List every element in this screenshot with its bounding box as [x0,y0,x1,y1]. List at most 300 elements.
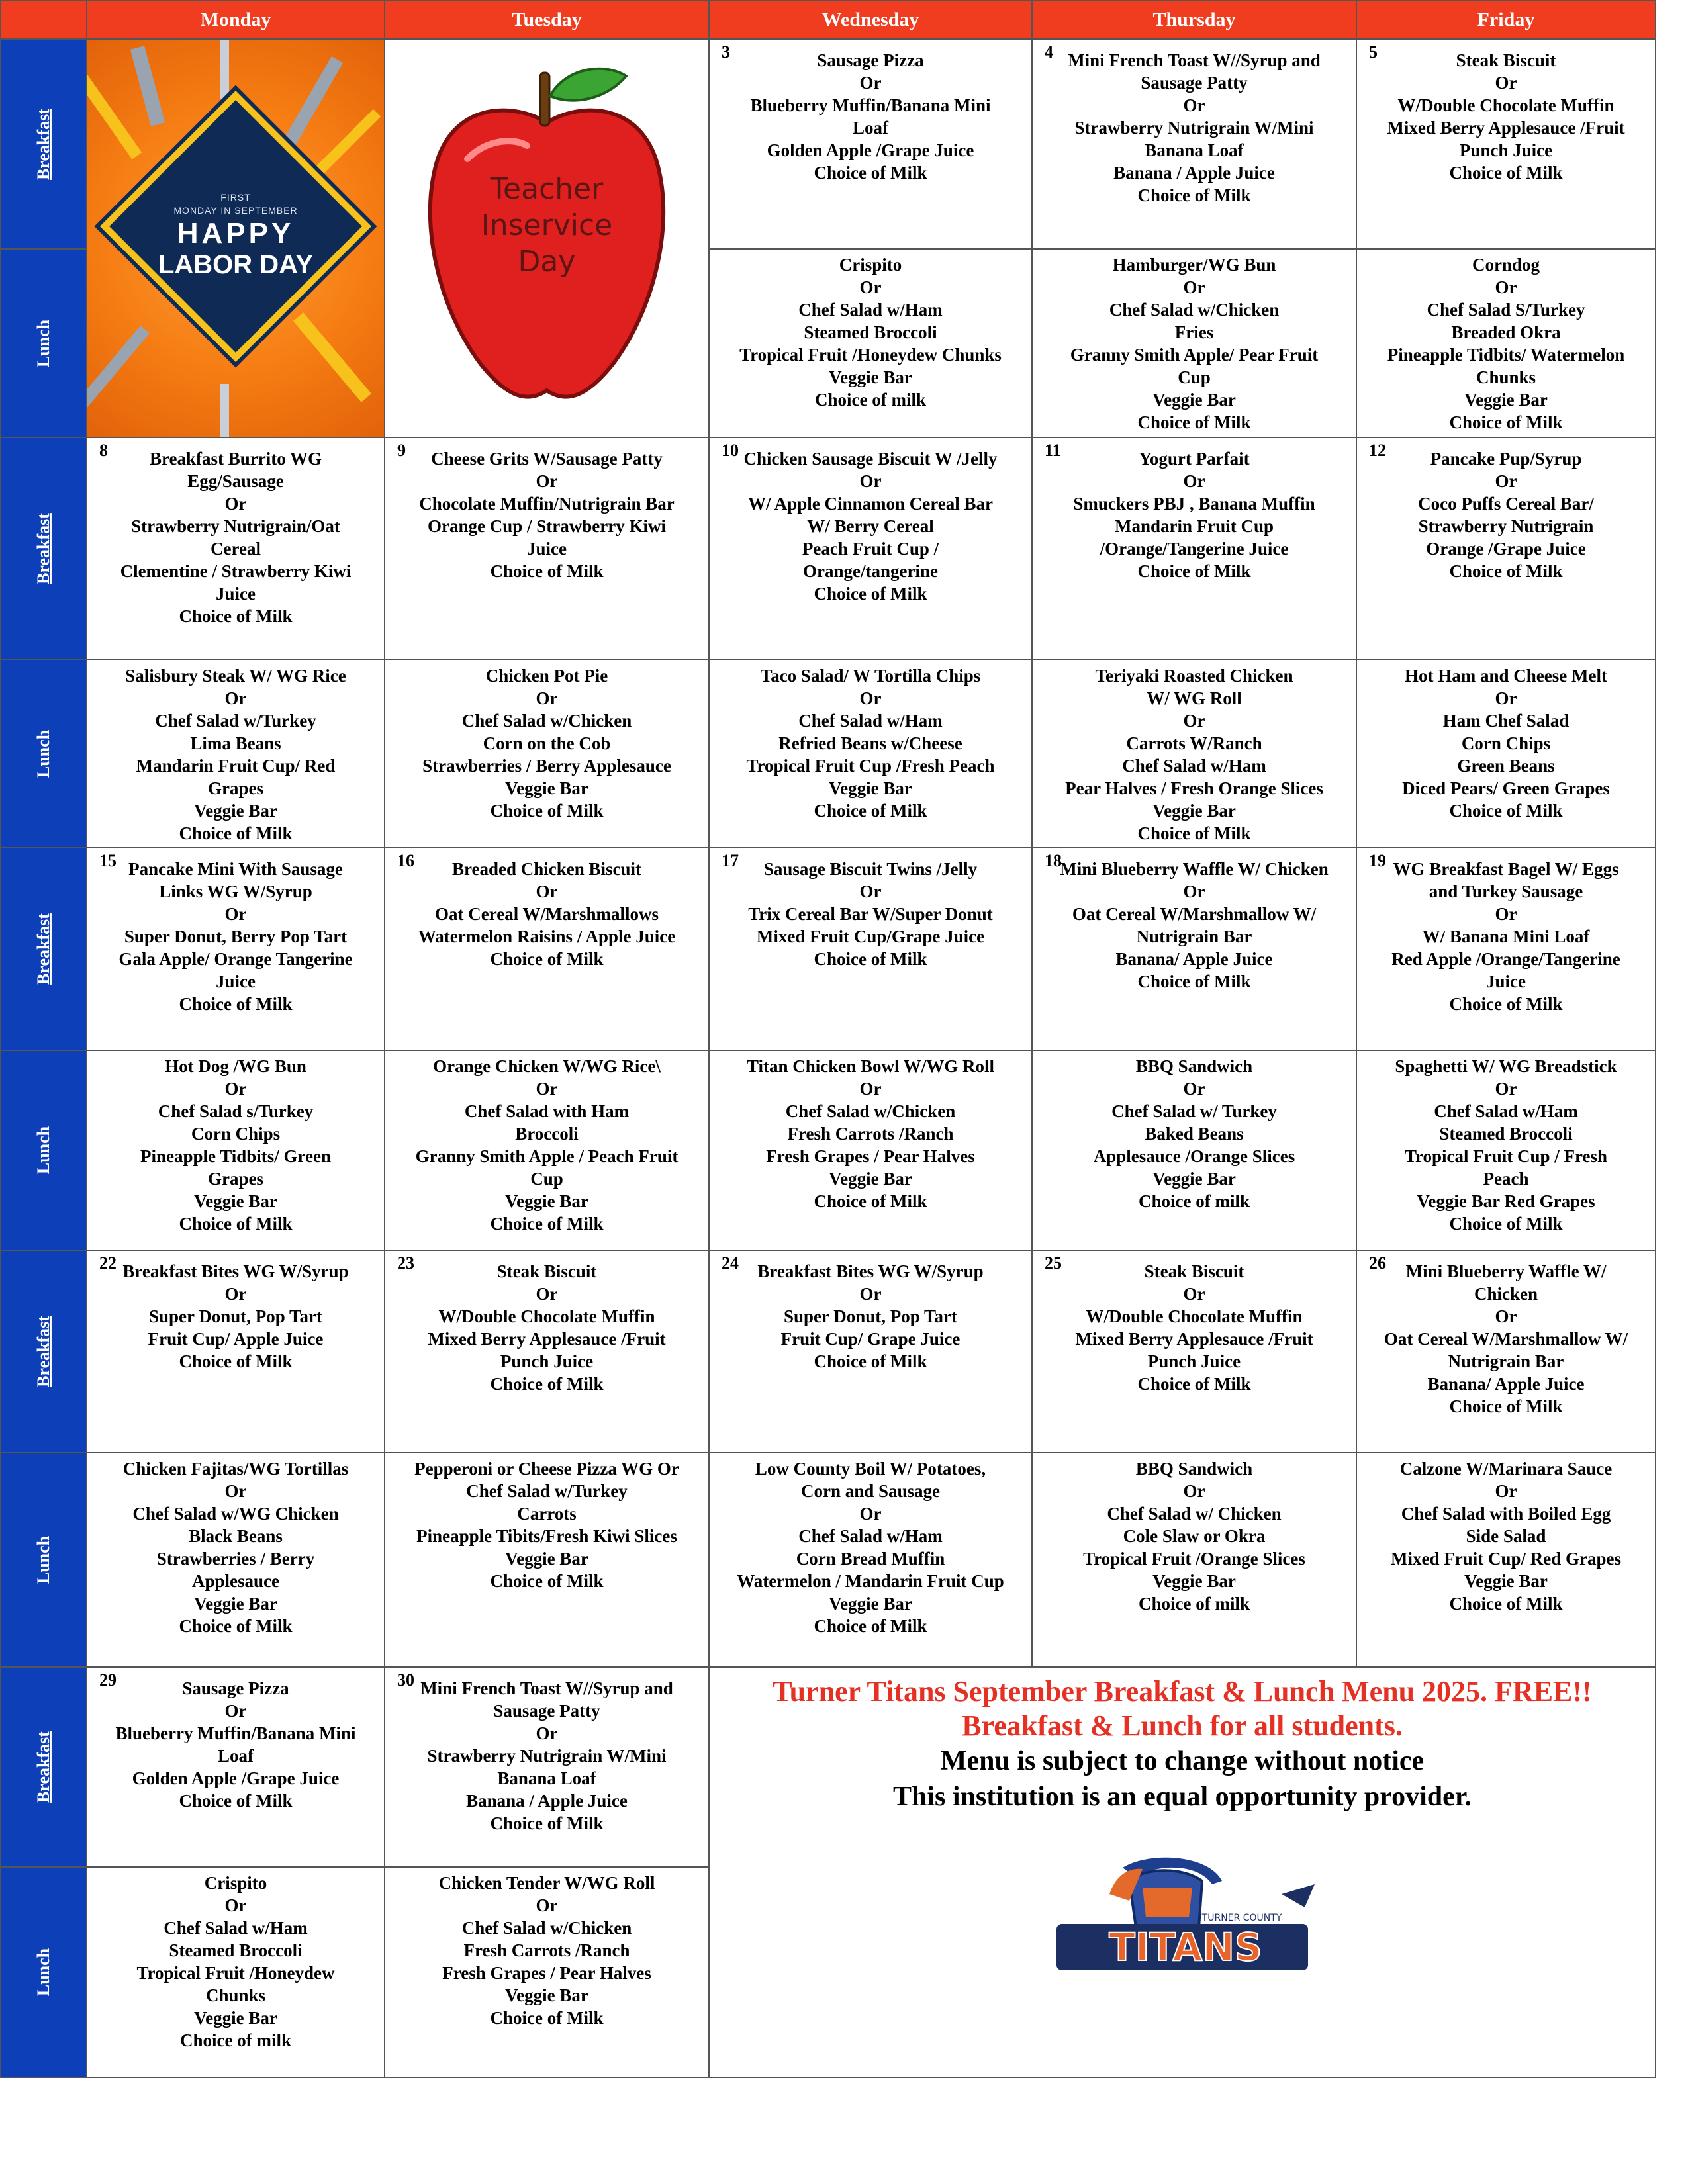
menu-item: Chef Salad w/ Chicken [1107,1504,1282,1524]
menu-item-list [1033,1453,1356,1617]
menu-item: Choice of Milk [1449,801,1563,821]
menu-item: Or [1495,1079,1517,1099]
menu-item: Choice of Milk [1137,561,1251,581]
menu-item: Veggie Bar [1152,1169,1236,1189]
menu-item: Chef Salad s/Turkey [158,1101,314,1121]
menu-item: Cup [1178,367,1211,388]
menu-item: Steamed Broccoli [804,322,937,343]
menu-item: Chocolate Muffin/Nutrigrain Bar [419,494,675,514]
menu-item: Chunks [1476,367,1536,388]
menu-cell [87,437,385,660]
menu-item: Or [536,882,558,901]
menu-item: Teriyaki Roasted Chicken [1095,666,1293,686]
menu-item: Hot Dog /WG Bun [165,1056,306,1076]
teacher-inservice-image [385,39,709,437]
menu-item: Choice of Milk [179,1791,293,1811]
menu-item: Chicken Pot Pie [485,666,608,686]
menu-item: Cup [530,1169,563,1189]
menu-item: Granny Smith Apple/ Pear Fruit [1070,345,1319,365]
menu-item: Crispito [839,255,902,275]
menu-item-list [385,660,708,825]
menu-item: BBQ Sandwich [1135,1056,1253,1076]
menu-item: Corndog [1472,255,1540,275]
date-number: 30 [397,1670,414,1690]
menu-item: Choice of Milk [1137,1374,1251,1394]
menu-item: Watermelon Raisins / Apple Juice [418,927,676,946]
menu-item: Veggie Bar [1152,390,1236,410]
menu-item: Strawberry Nutrigrain [1418,516,1594,536]
menu-item: Banana Loaf [497,1768,596,1788]
row-label-breakfast: Breakfast [1,1667,87,1867]
menu-item: Tropical Fruit /Honeydew Chunks [739,345,1002,365]
menu-cell [1356,660,1656,848]
menu-item: BBQ Sandwich [1135,1459,1253,1479]
menu-item: Veggie Bar [505,1985,588,2005]
menu-item: Veggie Bar [1464,390,1548,410]
menu-item: Choice of Milk [1449,561,1563,581]
menu-item: Banana / Apple Juice [1113,163,1275,183]
menu-item: Oat Cereal W/Marshmallow W/ [1383,1329,1628,1349]
menu-item: Choice of Milk [814,584,927,604]
menu-item: Or [536,471,558,491]
menu-cell [709,848,1032,1050]
menu-item: Mini French Toast W//Syrup and [420,1678,673,1698]
menu-item: Chef Salad w/Turkey [466,1481,628,1501]
date-number: 4 [1045,42,1053,62]
menu-item: Fresh Grapes / Pear Halves [766,1146,975,1166]
menu-item: Watermelon / Mandarin Fruit Cup [737,1571,1004,1591]
menu-cell [1032,1250,1356,1453]
menu-item: Veggie Bar [1152,801,1236,821]
menu-item: Or [1183,1481,1205,1501]
menu-item: Choice of Milk [490,1571,604,1591]
menu-item: Steak Biscuit [1144,1261,1244,1281]
menu-cell [87,1867,385,2077]
menu-item: Or [224,1079,247,1099]
menu-item: Chicken Sausage Biscuit W /Jelly [743,449,998,469]
menu-item-list [1033,40,1356,209]
menu-item: Gala Apple/ Orange Tangerine [118,949,353,969]
menu-item-list [87,1868,384,2054]
menu-cell [1356,848,1656,1050]
menu-item-list [1033,660,1356,847]
week-1-breakfast-row [1,39,1656,249]
date-number: 19 [1369,851,1386,870]
menu-cell [385,1050,709,1250]
menu-item: Or [1495,1481,1517,1501]
menu-cell [1032,660,1356,848]
menu-item: Fries [1174,322,1214,343]
menu-item: Or [536,1895,558,1915]
menu-item: Choice of Milk [179,994,293,1014]
menu-item: Punch Juice [1147,1351,1241,1371]
menu-item: Choice of Milk [490,561,604,581]
menu-item: W/ Berry Cereal [807,516,934,536]
menu-item: Steamed Broccoli [169,1940,303,1960]
menu-item: Or [859,73,882,93]
menu-item: Hot Ham and Cheese Melt [1405,666,1607,686]
menu-item: Or [859,1284,882,1304]
menu-item-list [1357,660,1655,825]
menu-item: Applesauce [191,1571,279,1591]
menu-item: Spaghetti W/ WG Breadstick [1395,1056,1617,1076]
week-2-breakfast-row [1,437,1656,660]
menu-cell [385,437,709,660]
row-label-breakfast: Breakfast [1,437,87,660]
menu-item: Corn and Sausage [800,1481,941,1501]
menu-item-list [710,660,1031,825]
date-number: 8 [99,441,108,460]
menu-item: Or [536,1284,558,1304]
menu-item: Veggie Bar [1464,1571,1548,1591]
menu-item: Cereal [211,539,261,559]
menu-item: Choice of Milk [1449,163,1563,183]
menu-item: Chef Salad with Ham [464,1101,630,1121]
menu-item: Chicken [1474,1284,1538,1304]
menu-item: Breakfast Burrito WG [150,449,322,469]
menu-item: Choice of Milk [1449,412,1563,433]
menu-item: Corn on the Cob [483,733,611,753]
labor-day-title2: LABOR DAY [158,250,314,279]
menu-cell [87,1667,385,1867]
menu-item: Fruit Cup/ Apple Juice [148,1329,324,1349]
labor-day-line2: MONDAY IN SEPTEMBER [173,205,298,216]
menu-item: Juice [216,584,256,604]
menu-item: Choice of Milk [1137,823,1251,843]
menu-notice-panel [709,1667,1656,2077]
menu-item-list [710,438,1031,608]
menu-item: Banana / Apple Juice [466,1791,628,1811]
menu-item: Choice of Milk [814,1616,927,1636]
menu-cell [1356,1250,1656,1453]
menu-item: W/Double Chocolate Muffin [1086,1306,1303,1326]
menu-item: Mixed Berry Applesauce /Fruit [1075,1329,1313,1349]
menu-cell [385,1453,709,1667]
date-number: 5 [1369,42,1378,62]
menu-item: Or [859,688,882,708]
menu-item: Chef Salad w/Turkey [155,711,316,731]
row-label-lunch: Lunch [1,1867,87,2077]
menu-item: Pineapple Tidbits/ Green [140,1146,332,1166]
menu-item: Orange Cup / Strawberry Kiwi [428,516,666,536]
menu-item: Super Donut, Berry Pop Tart [124,927,348,946]
menu-item: Tropical Fruit /Honeydew [136,1963,335,1983]
menu-item: Punch Juice [500,1351,594,1371]
menu-item-list [1033,1051,1356,1215]
menu-cell [709,249,1032,437]
menu-item: Carrots [517,1504,577,1524]
menu-item: Veggie Bar [194,1594,277,1614]
menu-item: Breaded Okra [1451,322,1561,343]
menu-item: Blueberry Muffin/Banana Mini [115,1723,356,1743]
menu-item: Calzone W/Marinara Sauce [1399,1459,1613,1479]
menu-cell [87,1050,385,1250]
menu-item: Choice of Milk [1137,972,1251,991]
menu-item: Grapes [208,778,263,798]
menu-item: Or [859,1079,882,1099]
menu-item: Side Salad [1466,1526,1546,1546]
menu-cell [1032,848,1356,1050]
menu-item: Choice of Milk [814,949,927,969]
menu-item: Veggie Bar [1152,1571,1236,1591]
menu-item: Steak Biscuit [496,1261,597,1281]
menu-item: Mini Blueberry Waffle W/ Chicken [1060,859,1329,879]
menu-item-list [710,250,1031,414]
menu-item: Corn Chips [191,1124,281,1144]
menu-item: Chef Salad w/Chicken [461,1918,632,1938]
menu-item: Granny Smith Apple / Peach Fruit [415,1146,679,1166]
menu-item: Nutrigrain Bar [1136,927,1252,946]
menu-item: Choice of Milk [490,2008,604,2028]
labor-day-title1: HAPPY [177,217,295,250]
notice-equal-opportunity: This institution is an equal opportunity provider. [892,1782,1472,1812]
menu-item: Black Beans [189,1526,283,1546]
menu-item-list [385,1453,708,1595]
inservice-line3: Day [518,245,576,279]
menu-item: Peach [1483,1169,1529,1189]
day-header-monday: Monday [87,1,385,39]
row-label-lunch: Lunch [1,660,87,848]
menu-item: Choice of milk [180,2030,291,2050]
menu-item: Or [859,882,882,901]
menu-item-list [385,1868,708,2032]
date-number: 25 [1045,1253,1062,1273]
menu-item: Or [1495,73,1517,93]
menu-cell [709,1050,1032,1250]
menu-item: Strawberry Nutrigrain W/Mini [1074,118,1314,138]
menu-item: Choice of Milk [490,949,604,969]
date-number: 23 [397,1253,414,1273]
menu-item: Strawberries / Berry [156,1549,315,1569]
menu-item: Or [224,688,247,708]
menu-item: Sausage Biscuit Twins /Jelly [763,859,978,879]
menu-item: Chicken Tender W/WG Roll [438,1873,655,1893]
menu-item: Or [1495,1306,1517,1326]
menu-item: Fresh Carrots /Ranch [463,1940,630,1960]
logo-text: TITANS [1109,1925,1262,1970]
menu-item: Or [536,1723,558,1743]
menu-item: Corn Chips [1461,733,1551,753]
menu-item: Veggie Bar [829,1594,912,1614]
date-number: 17 [722,851,739,870]
day-header-wednesday: Wednesday [709,1,1032,39]
menu-item: W/ Apple Cinnamon Cereal Bar [747,494,994,514]
menu-item: Strawberry Nutrigrain/Oat [131,516,340,536]
menu-item: Loaf [218,1746,254,1766]
menu-item: Veggie Bar [505,1191,588,1211]
menu-cell [385,1667,709,1867]
menu-cell [709,1453,1032,1667]
menu-cell [709,437,1032,660]
menu-item: Choice of Milk [1449,994,1563,1014]
date-number: 24 [722,1253,739,1273]
menu-item: Diced Pears/ Green Grapes [1402,778,1610,798]
menu-item: Veggie Bar [829,778,912,798]
notice-title: Turner Titans September Breakfast & Lunch Menu 2025. FREE!! [773,1675,1592,1707]
menu-item: Pancake Mini With Sausage [128,859,343,879]
menu-item-list [385,438,708,585]
date-number: 22 [99,1253,117,1273]
menu-item: Veggie Bar [829,367,912,388]
menu-item: Choice of Milk [490,1214,604,1234]
menu-item-list [87,1051,384,1238]
menu-item-list [1033,1251,1356,1398]
menu-item: Cheese Grits W/Sausage Patty [431,449,663,469]
menu-item: Choice of milk [815,390,926,410]
menu-item: Or [1183,471,1205,491]
menu-item: Cole Slaw or Okra [1123,1526,1266,1546]
menu-item: Or [224,904,247,924]
date-number: 29 [99,1670,117,1690]
labor-day-image [87,39,385,437]
menu-item: Steamed Broccoli [1439,1124,1573,1144]
menu-item: Or [1495,471,1517,491]
menu-item: /Orange/Tangerine Juice [1100,539,1289,559]
menu-cell [385,848,709,1050]
menu-item: Or [1495,904,1517,924]
menu-item: Pepperoni or Cheese Pizza WG Or [414,1459,679,1479]
menu-cell [1032,39,1356,249]
menu-item: Low County Boil W/ Potatoes, [755,1459,986,1479]
menu-item: Or [536,1079,558,1099]
row-label-lunch: Lunch [1,1453,87,1667]
titans-logo [1043,1854,1321,1987]
menu-item: Salisbury Steak W/ WG Rice [125,666,346,686]
menu-item-list [87,1453,384,1640]
menu-item: Choice of Milk [179,1616,293,1636]
menu-item: Chef Salad S/Turkey [1427,300,1585,320]
menu-item: Or [224,1895,247,1915]
menu-item: Chef Salad w/Ham [798,711,943,731]
menu-item: Or [1183,711,1205,731]
menu-item: Peach Fruit Cup / [802,539,939,559]
menu-item: Sausage Pizza [182,1678,289,1698]
menu-item: Oat Cereal W/Marshmallows [435,904,659,924]
menu-item: Corn Bread Muffin [796,1549,945,1569]
menu-item: Pineapple Tidbits/ Watermelon [1387,345,1625,365]
menu-item-list [1357,1251,1655,1420]
menu-item: Or [1183,882,1205,901]
menu-cell [385,1250,709,1453]
row-label-breakfast: Breakfast [1,39,87,249]
menu-item: Strawberry Nutrigrain W/Mini [427,1746,667,1766]
menu-item: Juice [527,539,567,559]
menu-item: Breaded Chicken Biscuit [451,859,642,879]
date-number: 26 [1369,1253,1386,1273]
menu-item: Or [1495,688,1517,708]
menu-item: Fresh Grapes / Pear Halves [442,1963,651,1983]
date-number: 12 [1369,441,1386,460]
menu-item: Sausage Patty [1141,73,1248,93]
menu-item: Taco Salad/ W Tortilla Chips [760,666,981,686]
menu-cell [709,39,1032,249]
menu-item-list [87,438,384,630]
menu-item: Mandarin Fruit Cup [1114,516,1274,536]
menu-cell [709,1250,1032,1453]
menu-item: Banana/ Apple Juice [1427,1374,1585,1394]
menu-item: Super Donut, Pop Tart [783,1306,958,1326]
menu-item: Chef Salad w/Chicken [461,711,632,731]
menu-item: Breakfast Bites WG W/Syrup [122,1261,349,1281]
menu-item: Ham Chef Salad [1442,711,1570,731]
menu-item: Strawberries / Berry Applesauce [422,756,671,776]
date-number: 18 [1045,851,1062,870]
menu-item: Crispito [204,1873,267,1893]
menu-item: Chunks [205,1985,266,2005]
day-header-thursday: Thursday [1032,1,1356,39]
menu-item: Or [224,1701,247,1721]
menu-item: Clementine / Strawberry Kiwi [120,561,352,581]
logo-subtext: TURNER COUNTY [1201,1913,1282,1923]
menu-cell [1356,249,1656,437]
labor-day-line1: FIRST [220,192,251,203]
menu-item-list [710,1453,1031,1640]
notice-subtitle: Breakfast & Lunch for all students. [962,1709,1403,1742]
date-number: 16 [397,851,414,870]
menu-item: Chef Salad with Boiled Egg [1401,1504,1611,1524]
day-header-row [1,1,1656,39]
menu-item-list [1357,1453,1655,1617]
menu-item: Choice of Milk [179,1351,293,1371]
menu-item: Sausage Patty [493,1701,600,1721]
menu-cell [1356,437,1656,660]
menu-item-list [385,1251,708,1398]
menu-item: Or [1183,1284,1205,1304]
menu-item: Juice [1486,972,1526,991]
menu-cell [1032,437,1356,660]
menu-item-list [87,660,384,847]
menu-item: Applesauce /Orange Slices [1093,1146,1295,1166]
row-label-lunch: Lunch [1,1050,87,1250]
notice-change: Menu is subject to change without notice [940,1746,1425,1776]
menu-item: Smuckers PBJ , Banana Muffin [1073,494,1315,514]
inservice-line1: Teacher [490,172,604,206]
menu-item: Tropical Fruit Cup / Fresh [1404,1146,1608,1166]
menu-item: Choice of milk [1139,1191,1250,1211]
menu-item-list [385,1668,708,1837]
menu-cell [1032,249,1356,437]
week-3-breakfast-row [1,848,1656,1050]
menu-item-list [87,1251,384,1375]
menu-item: Veggie Bar [505,1549,588,1569]
menu-item: Titan Chicken Bowl W/WG Roll [746,1056,995,1076]
week-4-lunch-row [1,1453,1656,1667]
menu-item: Golden Apple /Grape Juice [767,140,974,160]
menu-cell [1356,1453,1656,1667]
menu-item: Mixed Berry Applesauce /Fruit [1387,118,1625,138]
date-number: 11 [1045,441,1061,460]
menu-item-list [1357,438,1655,585]
menu-item: Veggie Bar [194,1191,277,1211]
menu-item: Chef Salad w/ Turkey [1111,1101,1277,1121]
menu-item-list [1033,438,1356,585]
menu-item: Links WG W/Syrup [159,882,312,901]
menu-item: Chef Salad w/Ham [164,1918,308,1938]
menu-item: WG Breakfast Bagel W/ Eggs [1393,859,1619,879]
menu-item: Lima Beans [190,733,281,753]
menu-item: Mixed Fruit Cup/ Red Grapes [1391,1549,1621,1569]
menu-item: Steak Biscuit [1456,50,1556,70]
menu-item: Fruit Cup/ Grape Juice [780,1329,961,1349]
week-4-breakfast-row [1,1250,1656,1453]
menu-item: Yogurt Parfait [1139,449,1250,469]
apple-icon [408,60,686,417]
date-number: 10 [722,441,739,460]
menu-item: Veggie Bar Red Grapes [1417,1191,1595,1211]
menu-item: Tropical Fruit Cup /Fresh Peach [746,756,995,776]
menu-item-list [1357,848,1655,1018]
menu-item: Chef Salad w/Chicken [785,1101,956,1121]
